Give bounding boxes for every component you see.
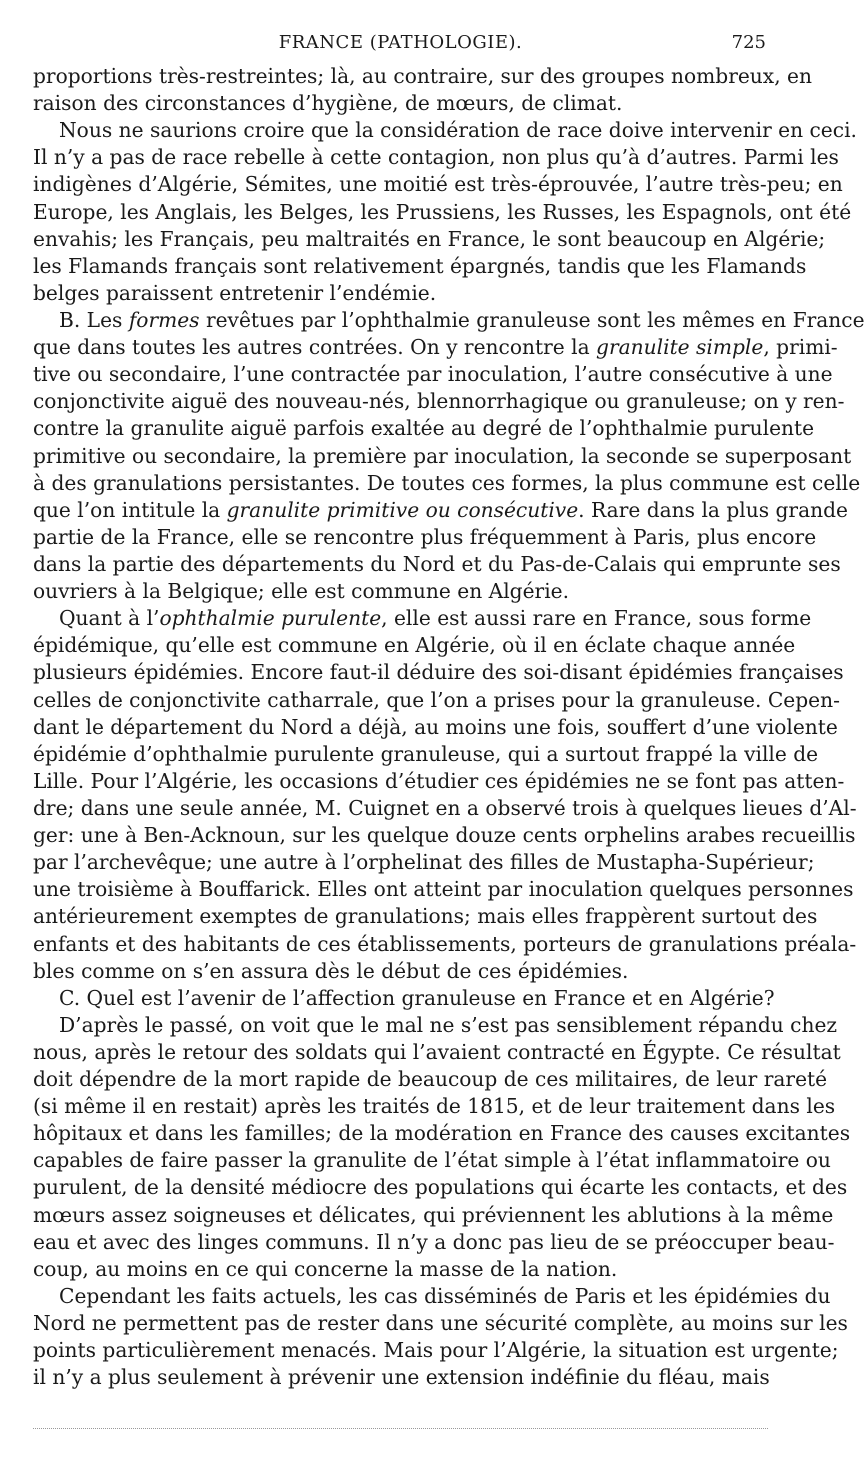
text-line: dant le département du Nord a déjà, au moins une fois, souffert d’une violente bbox=[33, 714, 838, 739]
text-line: plusieurs épidémies. Encore faut-il déduire des soi-disant épidémies françaises bbox=[33, 660, 844, 685]
text-line: belges paraissent entretenir l’endémie. bbox=[33, 280, 437, 305]
text-line: épidémie d’ophthalmie purulente granuleuse, qui a surtout frappé la ville de bbox=[33, 741, 819, 766]
text-segment: revêtues par l’ophthalmie granuleuse sont les mêmes en France bbox=[199, 307, 865, 332]
italic-term: granulite simple bbox=[596, 335, 764, 360]
text-line: doit dépendre de la mort rapide de beaucoup de ces militaires, de leur rareté bbox=[33, 1067, 828, 1092]
text-line: Europe, les Anglais, les Belges, les Prussiens, les Russes, les Espagnols, ont été bbox=[33, 199, 852, 224]
text-line bbox=[33, 605, 812, 632]
text-line: épidémique, qu’elle est commune en Algérie, où il en éclate chaque année bbox=[33, 633, 796, 658]
text-line: tive ou secondaire, l’une contractée par inoculation, l’autre consécutive à une bbox=[33, 362, 833, 387]
text-line: C. Quel est l’avenir de l’affection granuleuse en France et en Algérie? bbox=[59, 985, 775, 1010]
body-text bbox=[33, 63, 865, 1391]
running-header bbox=[33, 30, 768, 60]
text-line: dans la partie des départements du Nord et du Pas-de-Calais qui emprunte ses bbox=[33, 551, 841, 576]
text-line: bles comme on s’en assura dès le début de ces épidémies. bbox=[33, 958, 629, 983]
text-line: mœurs assez soigneuses et délicates, qui préviennent les ablutions à la même bbox=[33, 1202, 834, 1227]
text-line: ouvriers à la Belgique; elle est commune en Algérie. bbox=[33, 579, 570, 604]
text-line: par l’archevêque; une autre à l’orphelinat des filles de Mustapha-Supérieur; bbox=[33, 850, 815, 875]
italic-term: formes bbox=[128, 307, 200, 332]
italic-term: granulite primitive ou consécutive bbox=[226, 497, 579, 522]
text-line: il n’y a plus seulement à prévenir une extension indéfinie du fléau, mais bbox=[33, 1365, 770, 1390]
text-line: eau et avec des linges communs. Il n’y a donc pas lieu de se préoccuper beau- bbox=[33, 1229, 835, 1254]
text-line: celles de conjonctivite catharrale, que l’on a prises pour la granuleuse. Cepen- bbox=[33, 687, 840, 712]
text-segment: que l’on intitule la bbox=[33, 497, 227, 522]
text-line: Lille. Pour l’Algérie, les occasions d’étudier ces épidémies ne se font pas atten- bbox=[33, 768, 845, 793]
text-line: raison des circonstances d’hygiène, de mœurs, de climat. bbox=[33, 91, 623, 116]
text-line: primitive ou secondaire, la première par inoculation, la seconde se superposant bbox=[33, 443, 852, 468]
text-line: D’après le passé, on voit que le mal ne s’est pas sensiblement répandu chez bbox=[59, 1012, 838, 1037]
text-line bbox=[33, 334, 838, 361]
text-line: Cependant les faits actuels, les cas disséminés de Paris et les épidémies du bbox=[59, 1283, 831, 1308]
footer-rule bbox=[33, 1428, 768, 1429]
text-segment: , primi- bbox=[763, 335, 838, 360]
text-line: points particulièrement menacés. Mais pour l’Algérie, la situation est urgente; bbox=[33, 1338, 839, 1363]
italic-term: ophthalmie purulente bbox=[159, 606, 382, 631]
text-line: les Flamands français sont relativement épargnés, tandis que les Flamands bbox=[33, 253, 807, 278]
text-line: purulent, de la densité médiocre des populations qui écarte les contacts, et des bbox=[33, 1175, 848, 1200]
text-line: coup, au moins en ce qui concerne la masse de la nation. bbox=[33, 1256, 618, 1281]
text-line bbox=[33, 307, 865, 334]
text-line: une troisième à Bouffarick. Elles ont atteint par inoculation quelques personnes bbox=[33, 877, 854, 902]
text-segment: , elle est aussi rare en France, sous forme bbox=[381, 606, 812, 631]
running-title: FRANCE (PATHOLOGIE). bbox=[278, 32, 523, 53]
text-segment: B. Les bbox=[59, 307, 129, 332]
text-line bbox=[33, 497, 848, 524]
text-line: enfants et des habitants de ces établissements, porteurs de granulations préala- bbox=[33, 931, 857, 956]
text-line: Nord ne permettent pas de rester dans une sécurité complète, au moins sur les bbox=[33, 1311, 848, 1336]
text-segment: . Rare dans la plus grande bbox=[578, 497, 848, 522]
text-segment: Quant à l’ bbox=[59, 606, 160, 631]
text-line: Nous ne saurions croire que la considération de race doive intervenir en ceci. bbox=[59, 118, 857, 143]
text-line: ger: une à Ben-Acknoun, sur les quelque douze cents orphelins arabes recueillis bbox=[33, 823, 856, 848]
text-line: (si même il en restait) après les traités de 1815, et de leur traitement dans les bbox=[33, 1094, 836, 1119]
text-line: capables de faire passer la granulite de l’état simple à l’état inflammatoire ou bbox=[33, 1148, 831, 1173]
text-line: proportions très-restreintes; là, au contraire, sur des groupes nombreux, en bbox=[33, 64, 812, 88]
text-line: Il n’y a pas de race rebelle à cette contagion, non plus qu’à d’autres. Parmi les bbox=[33, 145, 839, 170]
text-line: contre la granulite aiguë parfois exaltée au degré de l’ophthalmie purulente bbox=[33, 416, 815, 441]
page-number: 725 bbox=[731, 32, 766, 53]
text-line: dre; dans une seule année, M. Cuignet en a observé trois à quelques lieues d’Al- bbox=[33, 795, 857, 820]
text-line: nous, après le retour des soldats qui l’avaient contracté en Égypte. Ce résultat bbox=[33, 1039, 841, 1064]
text-line: antérieurement exemptes de granulations; mais elles frappèrent surtout des bbox=[33, 904, 818, 929]
text-line: conjonctivite aiguë des nouveau-nés, blennorrhagique ou granuleuse; on y ren- bbox=[33, 389, 845, 414]
text-segment: que dans toutes les autres contrées. On y rencontre la bbox=[33, 335, 597, 360]
text-line: hôpitaux et dans les familles; de la modération en France des causes excitantes bbox=[33, 1121, 851, 1146]
text-line: partie de la France, elle se rencontre plus fréquemment à Paris, plus encore bbox=[33, 524, 817, 549]
text-line: à des granulations persistantes. De toutes ces formes, la plus commune est celle bbox=[33, 470, 861, 495]
text-line: envahis; les Français, peu maltraités en France, le sont beaucoup en Algérie; bbox=[33, 226, 826, 251]
text-line: indigènes d’Algérie, Sémites, une moitié est très-éprouvée, l’autre très-peu; en bbox=[33, 172, 843, 197]
